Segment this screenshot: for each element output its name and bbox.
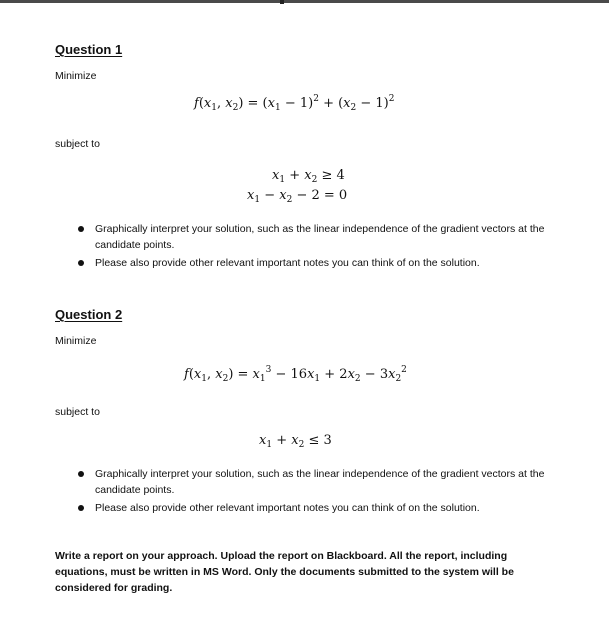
q1-objective-equation: $f(x_1$, $x_2) = (x_1 - 1)^2 + (x_2 - 1)^2$: [194, 94, 395, 113]
q2-constraint-1: $x_1 + x_2 \le 3$: [259, 433, 332, 450]
q1-subject-label: subject to: [55, 138, 100, 150]
list-item: Please also provide other relevant important notes you can think of on the solution.: [73, 500, 563, 516]
q1-constraint-1: $x_1 + x_2 \ge 4$: [272, 168, 345, 185]
question-1-title: Question 1: [55, 42, 123, 57]
list-item: Please also provide other relevant important notes you can think of on the solution.: [73, 255, 563, 271]
q2-subject-label: subject to: [55, 406, 100, 418]
top-border: [0, 0, 609, 3]
q1-constraint-2: $x_1 - x_2 - 2 = 0$: [247, 188, 348, 205]
q1-notes-list: [73, 221, 563, 273]
q1-minimize-label: Minimize: [55, 70, 97, 82]
q2-minimize-label: Minimize: [55, 335, 97, 347]
top-mark: [280, 0, 284, 4]
q2-notes-list: [73, 466, 563, 518]
q2-objective-equation: $f(x_1$, $x_2) = x_1^3 - 16x_1 + 2x_2 - 3x_2^2$: [184, 365, 407, 384]
question-2-title: Question 2: [55, 307, 123, 322]
list-item: Graphically interpret your solution, such as the linear independence of the gradient vectors at the candidate points.: [73, 466, 563, 498]
list-item: Graphically interpret your solution, such as the linear independence of the gradient vectors at the candidate points.: [73, 221, 563, 253]
submission-instructions: Write a report on your approach. Upload the report on Blackboard. All the report, including equations, must be written in MS Word. Only the documents submitted to the system will be considered for grading.: [55, 550, 514, 594]
